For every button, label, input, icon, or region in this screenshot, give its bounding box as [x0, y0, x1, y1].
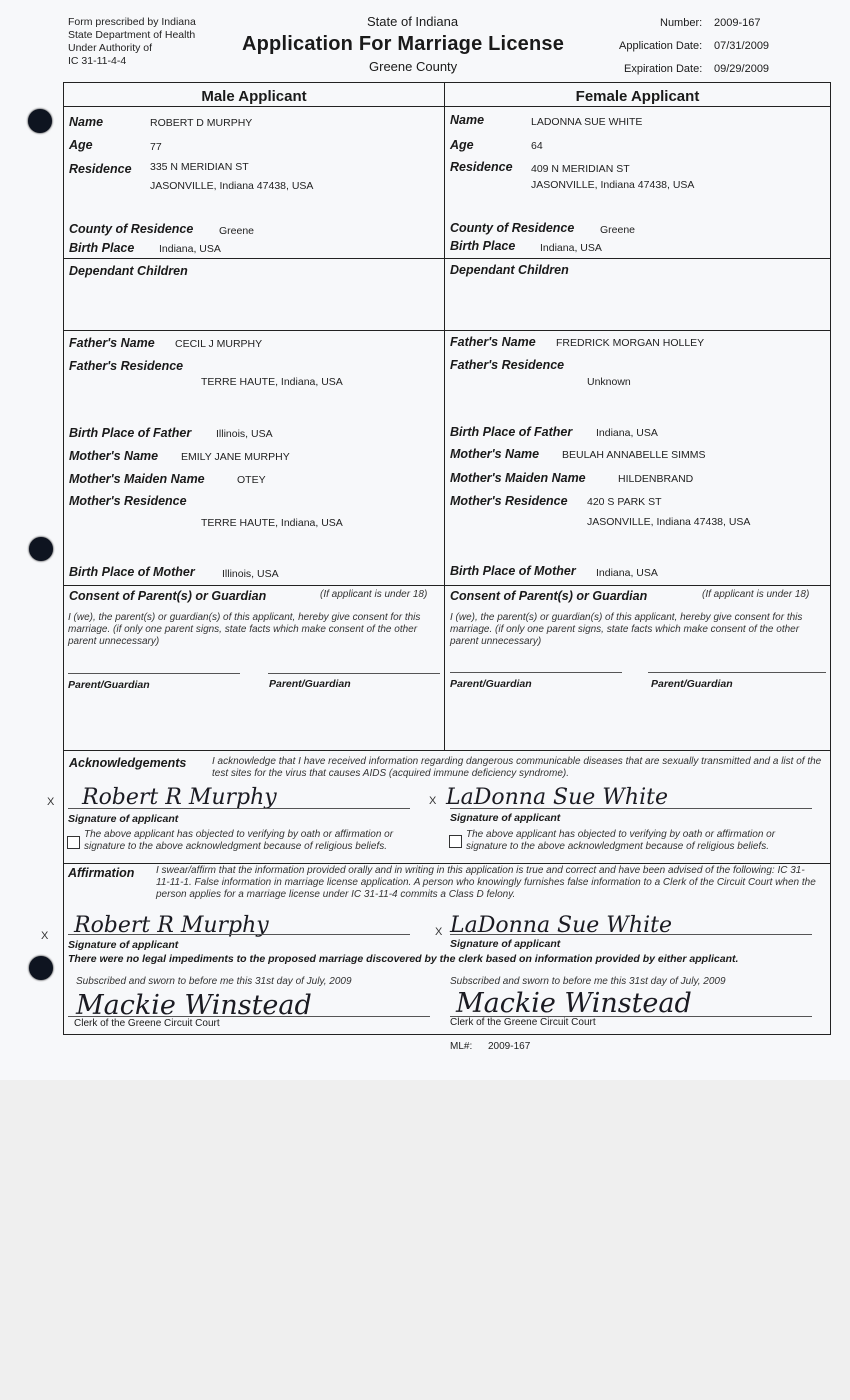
residence-label: Residence [69, 162, 132, 176]
signature-line [68, 1016, 430, 1017]
dependant-children-label: Dependant Children [450, 263, 569, 277]
expiration-date-label: Expiration Date: [624, 63, 703, 75]
female-birth-place-of-father: Indiana, USA [596, 427, 658, 439]
female-mothers-name: BEULAH ANNABELLE SIMMS [562, 449, 706, 461]
column-divider [444, 82, 445, 750]
mothers-name-label: Mother's Name [69, 449, 159, 463]
female-fathers-name: FREDRICK MORGAN HOLLEY [556, 337, 705, 349]
female-birth-place: Indiana, USA [540, 242, 602, 254]
sworn-statement: Subscribed and sworn to before me this 31st day of July, 2009 [450, 976, 726, 987]
religious-objection-text: The above applicant has objected to verifying by oath or affirmation or signature to the above acknowledgment because of religious beliefs. [466, 829, 776, 852]
fathers-residence-label: Father's Residence [450, 358, 565, 372]
age-label: Age [69, 138, 93, 152]
divider [63, 330, 831, 331]
male-birth-place: Indiana, USA [159, 243, 221, 255]
name-label: Name [69, 115, 104, 129]
no-impediments-statement: There were no legal impediments to the proposed marriage discovered by the clerk based on information provided by either applicant. [68, 953, 739, 965]
fathers-name-label: Father's Name [450, 335, 536, 349]
birth-place-label: Birth Place [450, 239, 516, 253]
birth-place-of-mother-label: Birth Place of Mother [69, 565, 195, 579]
male-fathers-name: CECIL J MURPHY [175, 338, 263, 350]
x-mark: X [47, 796, 55, 808]
consent-text: I (we), the parent(s) or guardian(s) of this applicant, hereby give consent for this marriage. (if only one parent signs, state facts which make consent of the other parent unnecessary) [450, 612, 803, 647]
application-date-value: 07/31/2009 [714, 40, 770, 52]
parent-guardian-label: Parent/Guardian [269, 678, 351, 690]
signature-line [450, 672, 622, 673]
number-value: 2009-167 [714, 17, 761, 29]
ml-number-label: ML#: [450, 1041, 473, 1052]
signature-line [450, 934, 812, 935]
female-name: LADONNA SUE WHITE [531, 116, 643, 128]
acknowledgements-label: Acknowledgements [69, 756, 187, 770]
affirmation-label: Affirmation [68, 866, 135, 880]
divider [63, 750, 831, 751]
signature-of-applicant-label: Signature of applicant [68, 813, 179, 825]
dependant-children-label: Dependant Children [69, 264, 188, 278]
signature-of-applicant-label: Signature of applicant [450, 938, 561, 950]
birth-place-of-father-label: Birth Place of Father [69, 426, 192, 440]
prescribed-line: Form prescribed by Indiana [68, 16, 196, 28]
signature-line [268, 673, 440, 674]
affirmation-text: I swear/affirm that the information provided orally and in writing in this application is true and correct and have been advised of the following: IC 31-11-11-1. False information in marriage license application. A person who knowingly furnishes false information to a Clerk of the Circuit Court when the person applies for a marriage license under IC 31-11-4 commits a Class D felony. [156, 865, 816, 900]
divider [63, 258, 831, 259]
mothers-name-label: Mother's Name [450, 447, 540, 461]
signature-line [450, 808, 812, 809]
binder-hole-icon [28, 109, 52, 133]
fathers-name-label: Father's Name [69, 336, 155, 350]
female-signature-text: LaDonna Sue White [450, 913, 672, 938]
male-signature-text: Robert R Murphy [74, 913, 269, 938]
male-residence-line2: JASONVILLE, Indiana 47438, USA [150, 180, 314, 192]
consent-note: (If applicant is under 18) [320, 589, 428, 600]
signature-of-applicant-label: Signature of applicant [450, 812, 561, 824]
female-affirmation-signature [448, 908, 758, 942]
signature-line [68, 673, 240, 674]
divider [63, 863, 831, 864]
divider [63, 106, 831, 107]
female-residence-line1: 409 N MERIDIAN ST [531, 163, 630, 175]
signature-line [648, 672, 826, 673]
application-date-label: Application Date: [619, 40, 703, 52]
form-title: Application For Marriage License [242, 33, 565, 55]
birth-place-of-mother-label: Birth Place of Mother [450, 564, 576, 578]
number-label: Number: [660, 17, 703, 29]
consent-title: Consent of Parent(s) or Guardian [69, 589, 267, 603]
county-of-residence-label: County of Residence [450, 221, 575, 235]
parent-guardian-label: Parent/Guardian [68, 679, 150, 691]
clerk-signature-text: Mackie Winstead [76, 990, 312, 1021]
binder-hole-icon [29, 537, 53, 561]
binder-hole-icon [29, 956, 53, 980]
female-mothers-residence-line2: JASONVILLE, Indiana 47438, USA [587, 516, 751, 528]
ml-number-value: 2009-167 [488, 1041, 531, 1052]
male-name: ROBERT D MURPHY [150, 117, 253, 129]
female-applicant-header: Female Applicant [575, 88, 700, 105]
state-name: State of Indiana [367, 14, 459, 29]
religious-objection-text: The above applicant has objected to verifying by oath or affirmation or signature to the above acknowledgment because of religious beliefs. [84, 829, 394, 852]
consent-note: (If applicant is under 18) [702, 589, 810, 600]
sworn-statement: Subscribed and sworn to before me this 31st day of July, 2009 [76, 976, 352, 987]
female-mothers-residence-line1: 420 S PARK ST [587, 496, 662, 508]
male-applicant-header: Male Applicant [201, 88, 307, 105]
mothers-maiden-name-label: Mother's Maiden Name [450, 471, 586, 485]
female-signature-text: LaDonna Sue White [446, 785, 668, 810]
female-age: 64 [531, 140, 543, 152]
male-affirmation-signature [72, 908, 312, 942]
mothers-residence-label: Mother's Residence [69, 494, 187, 508]
male-age: 77 [150, 141, 162, 153]
fathers-residence-label: Father's Residence [69, 359, 184, 373]
name-label: Name [450, 113, 485, 127]
consent-title: Consent of Parent(s) or Guardian [450, 589, 648, 603]
male-county: Greene [219, 225, 255, 237]
mothers-residence-label: Mother's Residence [450, 494, 568, 508]
male-mothers-name: EMILY JANE MURPHY [181, 451, 290, 463]
checkbox-icon[interactable] [67, 836, 80, 849]
signature-of-applicant-label: Signature of applicant [68, 939, 179, 951]
clerk-signature-text: Mackie Winstead [456, 988, 692, 1019]
signature-line [68, 808, 410, 809]
age-label: Age [450, 138, 474, 152]
prescribed-line: State Department of Health [68, 29, 196, 41]
county-name: Greene County [369, 59, 458, 74]
parent-guardian-label: Parent/Guardian [651, 678, 733, 690]
signature-line [68, 934, 410, 935]
clerk-label: Clerk of the Greene Circuit Court [74, 1018, 220, 1029]
female-mothers-maiden-name: HILDENBRAND [618, 473, 694, 485]
female-county: Greene [600, 224, 636, 236]
prescribed-line: IC 31-11-4-4 [68, 55, 127, 67]
checkbox-icon[interactable] [449, 835, 462, 848]
prescribed-line: Under Authority of [68, 42, 153, 54]
male-birth-place-of-mother: Illinois, USA [222, 568, 279, 580]
divider [63, 585, 831, 586]
expiration-date-value: 09/29/2009 [714, 63, 770, 75]
x-mark: X [41, 930, 49, 942]
male-signature-text: Robert R Murphy [82, 785, 277, 810]
male-residence-line1: 335 N MERIDIAN ST [150, 161, 249, 173]
x-mark: X [429, 795, 437, 807]
male-mothers-residence: TERRE HAUTE, Indiana, USA [201, 517, 343, 529]
male-mothers-maiden-name: OTEY [237, 474, 266, 486]
male-birth-place-of-father: Illinois, USA [216, 428, 273, 440]
residence-label: Residence [450, 160, 513, 174]
clerk-label: Clerk of the Greene Circuit Court [450, 1017, 596, 1028]
birth-place-label: Birth Place [69, 241, 135, 255]
county-of-residence-label: County of Residence [69, 222, 194, 236]
mothers-maiden-name-label: Mother's Maiden Name [69, 472, 205, 486]
acknowledgement-text: I acknowledge that I have received information regarding dangerous communicable diseases that are sexually transmitted and a list of the test sites for the virus that causes AIDS (acquired immune deficiency syndrome). [212, 756, 822, 779]
female-fathers-residence: Unknown [587, 376, 631, 388]
female-birth-place-of-mother: Indiana, USA [596, 567, 658, 579]
parent-guardian-label: Parent/Guardian [450, 678, 532, 690]
male-fathers-residence: TERRE HAUTE, Indiana, USA [201, 376, 343, 388]
female-residence-line2: JASONVILLE, Indiana 47438, USA [531, 179, 695, 191]
x-mark: X [435, 926, 443, 938]
prescribed-by [68, 16, 196, 68]
birth-place-of-father-label: Birth Place of Father [450, 425, 573, 439]
consent-text: I (we), the parent(s) or guardian(s) of this applicant, hereby give consent for this marriage. (if only one parent signs, state facts which make consent of the other parent unnecessary) [68, 612, 421, 647]
